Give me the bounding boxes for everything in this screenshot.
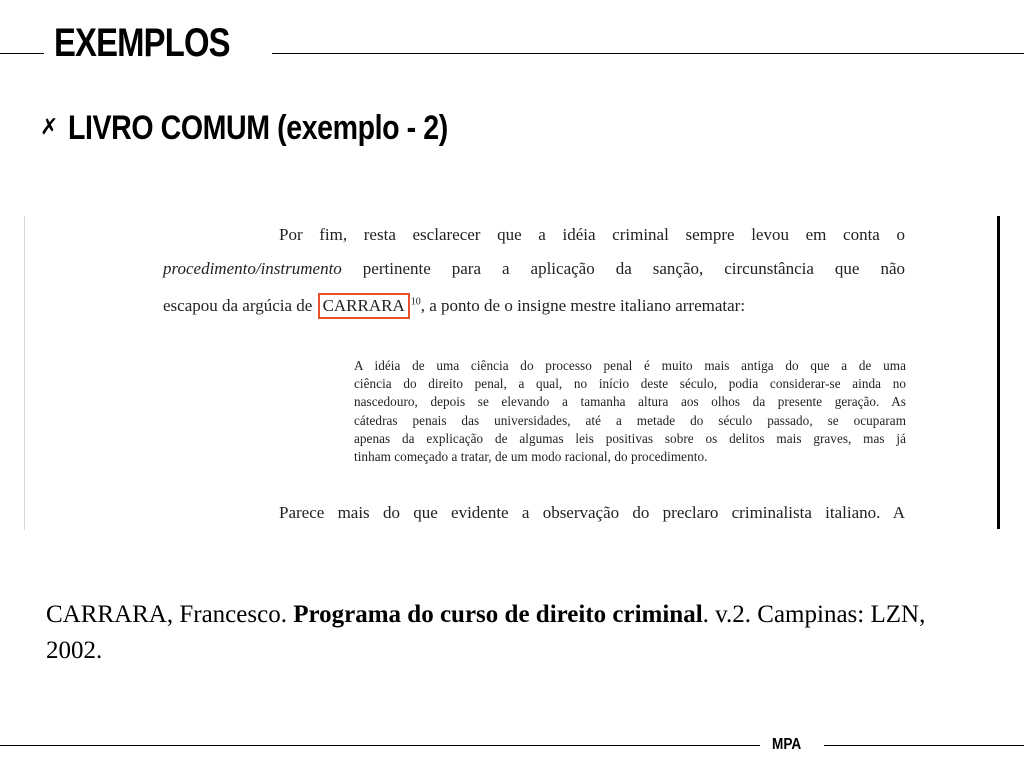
footer-rule-right (824, 745, 1024, 746)
excerpt-left-edge (24, 216, 25, 530)
excerpt-last-line: Parece mais do que evidente a observação do preclaro criminalista italiano. A (279, 503, 905, 522)
excerpt-line-2-rest: pertinente para a aplicação da sanção, circunstância que não (341, 259, 905, 278)
block-quote (354, 357, 906, 466)
bibliographic-citation (46, 597, 986, 669)
citation-details: . v.2. Campinas: LZN, 2002. (46, 601, 926, 664)
excerpt-line-2 (163, 259, 905, 279)
cross-mark-icon: ✗ (40, 115, 59, 140)
quote-line: tinham começado a tratar, de um modo racional, do procedimento. (354, 449, 708, 465)
quote-line: A idéia de uma ciência do processo penal é muito mais antiga do que a de uma (354, 358, 906, 373)
highlighted-author-name (318, 293, 410, 319)
header-rule-left (0, 53, 44, 54)
excerpt-line-1: Por fim, resta esclarecer que a idéia criminal sempre levou em conta o (279, 225, 905, 244)
quote-line: nascedouro, depois se elevando a tamanha altura aos olhos da presente geração. As (354, 394, 906, 410)
quote-line: apenas da explicação de algumas leis positivas sobre os delitos mais graves, mas já (354, 430, 906, 446)
book-excerpt-image (24, 216, 1004, 530)
header-rule-right (272, 53, 1024, 54)
excerpt-italic-term: procedimento/instrumento (163, 259, 342, 278)
highlighted-author-text: CARRARA (322, 296, 405, 315)
quote-line: ciência do direito penal, a qual, no início deste século, podia considerar-se ainda no (354, 376, 906, 392)
excerpt-margin-bar (997, 216, 1000, 529)
excerpt-line-3-before: escapou da argúcia de (163, 296, 317, 315)
quote-line: cátedras penais das universidades, até a metade do século passado, se ocuparam (354, 412, 906, 428)
citation-title: Programa do curso de direito criminal (293, 601, 703, 628)
footer-rule-left (0, 745, 760, 746)
excerpt-line-3-after: , a ponto de o insigne mestre italiano arrematar: (420, 296, 746, 315)
footnote-marker: 10 (410, 296, 421, 308)
bullet-item (40, 106, 520, 150)
footer-label: MPA (772, 736, 802, 753)
page-title: EXEMPLOS (54, 21, 230, 65)
excerpt-line-3 (163, 293, 905, 319)
bullet-text: LIVRO COMUM (exemplo - 2) (68, 109, 448, 147)
citation-author: CARRARA, Francesco. (46, 601, 294, 628)
